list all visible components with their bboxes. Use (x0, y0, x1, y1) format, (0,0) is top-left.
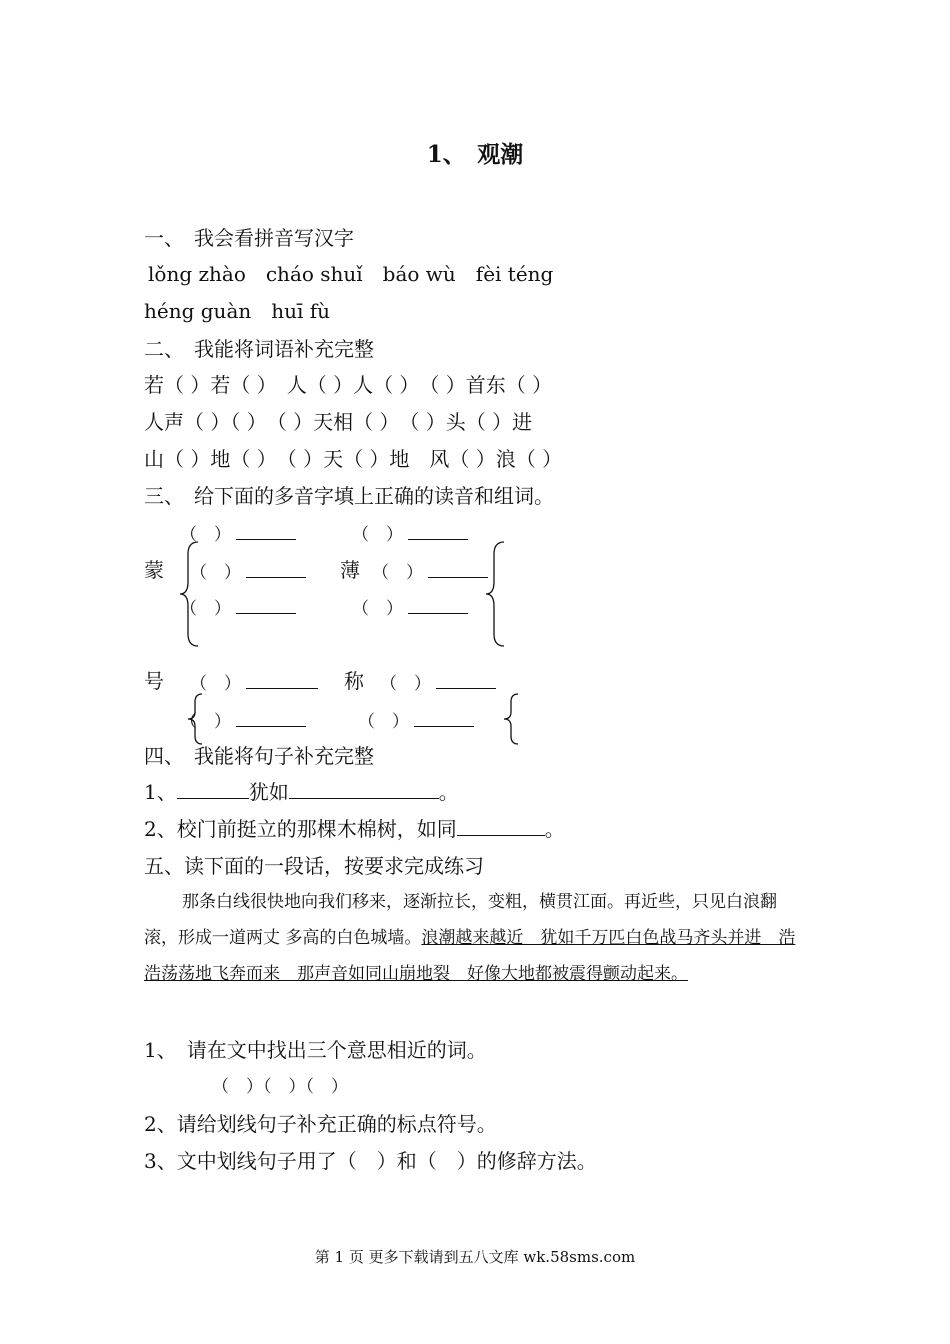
cheng-reading-2: （ ） (358, 708, 474, 734)
exercise-2: 2、请给划线句子补充正确的标点符号。 (144, 1112, 497, 1136)
exercise-1: 1、 请在文中找出三个意思相近的词。 (144, 1038, 487, 1062)
section-5-heading: 五、读下面的一段话，按要求完成练习 (144, 854, 484, 878)
bao-reading-2: （ ） (372, 559, 488, 585)
bao-reading-3: （ ） (352, 595, 468, 621)
answer-blank[interactable] (457, 817, 545, 836)
hao-reading-1: （ ） (190, 670, 318, 696)
underlined-sentence: 浪潮越来越近 犹如千万匹白色战马齐头并进 浩浩荡荡地飞奔而来 那声音如同山崩地裂 好像大地都被震得颤动起来。 (144, 928, 796, 984)
answer-blank[interactable] (246, 559, 306, 578)
answer-blank[interactable] (177, 780, 249, 799)
answer-blank[interactable] (289, 780, 439, 799)
hao-reading-2: （ ） (180, 708, 306, 734)
idiom-row-2: 人声（ ）（ ） （ ）天相（ ） （ ）头（ ）进 (144, 410, 533, 434)
answer-blank[interactable] (236, 708, 306, 727)
meng-reading-2: （ ） (190, 559, 306, 585)
left-brace (178, 540, 202, 648)
sentence-1: 1、 犹如 。 (144, 780, 459, 804)
left-brace (186, 692, 206, 746)
section-1-heading: 一、 我会看拼音写汉字 (144, 226, 354, 250)
polyphone-bao: 薄 (340, 558, 360, 582)
page-title: 1、 观潮 (426, 141, 524, 168)
sentence-2: 2、校门前挺立的那棵木棉树，如同 。 (144, 817, 565, 841)
section-3-heading: 三、 给下面的多音字填上正确的读音和组词。 (144, 484, 554, 508)
pinyin-line-1: lǒng zhào cháo shuǐ báo wù fèi téng (148, 262, 554, 286)
bao-reading-1: （ ） (352, 521, 468, 547)
section-2-heading: 二、 我能将词语补充完整 (144, 337, 374, 361)
page-footer: 第 1 页 更多下载请到五八文库 wk.58sms.com (314, 1248, 636, 1266)
idiom-row-1: 若（ ）若（ ） 人（ ）人（ ） （ ）首东（ ） (144, 373, 553, 397)
answer-blank[interactable] (414, 708, 474, 727)
reading-passage (144, 884, 806, 992)
pinyin-line-2: héng guàn huī fù (144, 299, 331, 323)
polyphone-meng: 蒙 (144, 558, 164, 582)
cheng-reading-1: （ ） (380, 670, 496, 696)
exercise-1-answers: （ ）（ ）（ ） (212, 1077, 348, 1097)
passage-text: 那条白线很快地向我们移来，逐渐拉长，变粗，横贯江面。再近些，只见白浪翻滚，形成一道两丈 多高的白色城墙。 (144, 892, 777, 948)
idiom-row-3: 山（ ）地（ ） （ ）天（ ）地 风（ ）浪（ ） (144, 447, 563, 471)
answer-blank[interactable] (246, 670, 318, 689)
answer-blank[interactable] (236, 521, 296, 540)
left-brace (502, 692, 522, 746)
section-4-heading: 四、 我能将句子补充完整 (144, 744, 374, 768)
left-brace (484, 540, 508, 648)
meng-reading-3: （ ） (180, 595, 296, 621)
answer-blank[interactable] (408, 595, 468, 614)
answer-blank[interactable] (428, 559, 488, 578)
exercise-3: 3、文中划线句子用了（ ）和（ ）的修辞方法。 (144, 1149, 597, 1173)
meng-reading-1: （ ） (180, 521, 296, 547)
polyphone-cheng: 称 (344, 669, 364, 693)
polyphone-hao: 号 (144, 669, 164, 693)
answer-blank[interactable] (408, 521, 468, 540)
answer-blank[interactable] (436, 670, 496, 689)
answer-blank[interactable] (236, 595, 296, 614)
